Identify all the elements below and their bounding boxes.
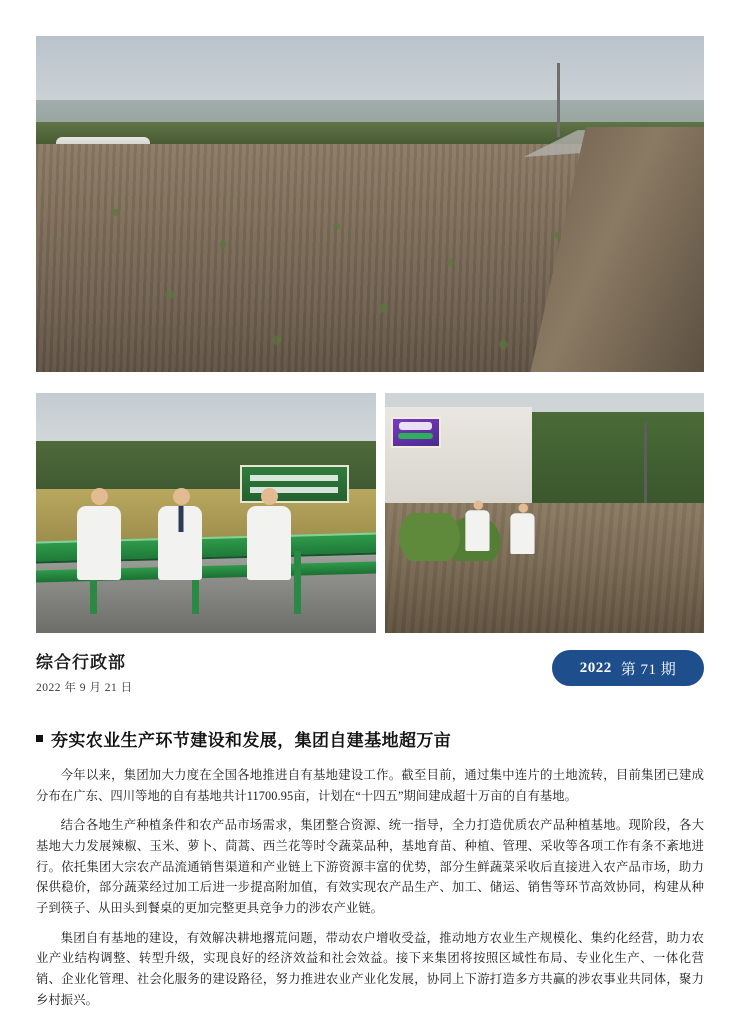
issue-number: 第 71 期	[620, 661, 677, 678]
issue-year: 2022	[579, 659, 612, 676]
photo-row	[36, 393, 704, 633]
person-figure	[247, 488, 293, 580]
article-paragraph: 结合各地生产种植条件和农产品市场需求，集团整合资源、统一指导，全力打造优质农产品种植基地。现阶段，各大基地大力发展辣椒、玉米、萝卜、茼蒿、西兰花等时令蔬菜品种，基地育苗、种植、管理、采收等各项工作有条不紊地进行。依托集团大宗农产品流通销售渠道和产业链上下游资源丰富的优势，部分生鲜蔬菜采收后直接进入农产品市场，助力保供稳价，部分蔬菜经过加工后进一步提高附加值，有效实现农产品生产、加工、储运、销售等环节高效协同，构建从种子到筷子、从田头到餐桌的更加完整更具竞争力的涉农产业链。	[36, 818, 704, 915]
left-guardrail-post	[294, 551, 301, 613]
right-building-wall	[385, 407, 532, 508]
right-wall-poster	[391, 417, 441, 447]
person-figure	[77, 488, 123, 580]
publish-date: 2022 年 9 月 21 日	[36, 682, 133, 694]
person-figure	[466, 501, 491, 552]
article-paragraph: 集团自有基地的建设，有效解决耕地撂荒问题，带动农户增收受益，推动地方农业生产规模化、集约化经营，助力农业产业结构调整、转型升级，实现良好的经济效益和社会效益。接下来集团将按照区域性布局、专业化生产、一体化营销、企业化管理、社会化服务的建设路径，努力推进农业产业化发展，协同上下游打造多方共赢的涉农事业共同体，聚力乡村振兴。	[36, 930, 704, 1007]
headline-text: 夯实农业生产环节建设和发展，集团自建基地超万亩	[51, 731, 452, 750]
department-name: 综合行政部	[36, 653, 126, 672]
article-paragraph: 今年以来，集团加大力度在全国各地推进自有基地建设工作。截至目前，通过集中连片的土地流转，目前集团已建成分布在广东、四川等地的自有基地共计11700.95亩，计划在“十四五”期间建成超十万亩的自有基地。	[36, 768, 704, 803]
document-meta	[36, 648, 704, 704]
article	[36, 726, 704, 1019]
right-bush	[391, 513, 519, 561]
person-figure	[158, 488, 204, 580]
hero-photo-farmland	[36, 36, 704, 372]
person-figure	[510, 503, 535, 554]
photo-staff-at-guardrail	[36, 393, 376, 633]
issue-badge	[552, 650, 704, 686]
photo-site-clearing	[385, 393, 704, 633]
article-headline	[36, 726, 704, 751]
bullet-square-icon	[36, 735, 43, 742]
right-utility-pole	[644, 422, 647, 508]
hero-utility-pole	[557, 63, 560, 137]
